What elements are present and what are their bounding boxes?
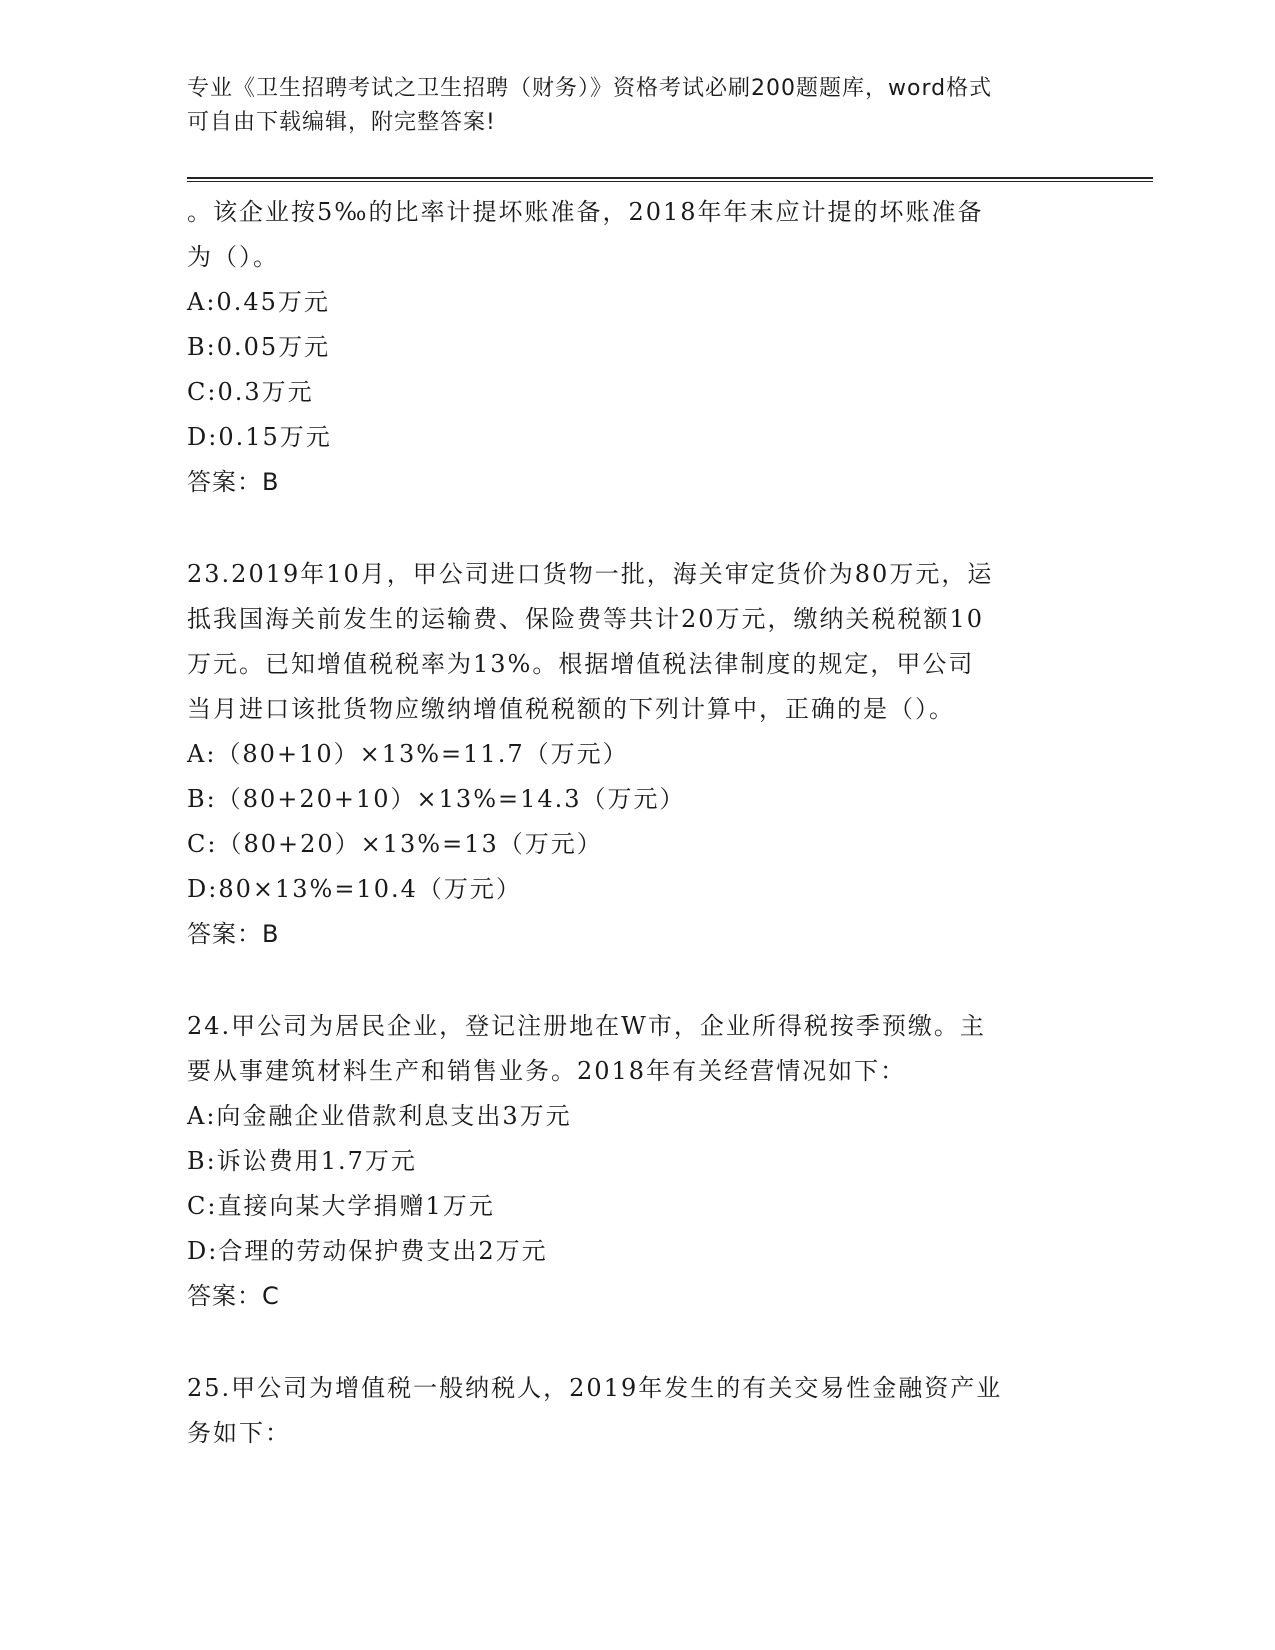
question-block [187,190,1087,505]
question-stem-line: 25.甲公司为增值税一般纳税人，2019年发生的有关交易性金融资产业 [187,1374,1003,1402]
answer-line: 答案：B [187,920,280,948]
header-divider [187,177,1153,182]
answer-line: 答案：C [187,1282,280,1310]
option-c: C:（80+20）×13%=13（万元） [187,830,603,858]
question-block [187,1004,1087,1319]
option-c: C:直接向某大学捐赠1万元 [187,1192,495,1220]
question-stem-line: 。该企业按5‰的比率计提坏账准备，2018年年末应计提的坏账准备 [187,198,984,226]
question-block [187,1366,1087,1456]
option-d: D:80×13%=10.4（万元） [187,875,522,903]
option-d: D:0.15万元 [187,423,332,451]
option-b: B:0.05万元 [187,333,331,361]
option-c: C:0.3万元 [187,378,314,406]
option-b: B:（80+20+10）×13%=14.3（万元） [187,785,686,813]
answer-line: 答案：B [187,468,280,496]
option-a: A:向金融企业借款利息支出3万元 [187,1102,572,1130]
question-stem-line: 抵我国海关前发生的运输费、保险费等共计20万元，缴纳关税税额10 [187,605,985,633]
question-stem-line: 要从事建筑材料生产和销售业务。2018年有关经营情况如下： [187,1057,907,1085]
question-stem-line: 万元。已知增值税税率为13%。根据增值税法律制度的规定，甲公司 [187,650,975,678]
question-stem-line: 23.2019年10月，甲公司进口货物一批，海关审定货价为80万元，运 [187,560,994,588]
option-a: A:（80+10）×13%=11.7（万元） [187,740,629,768]
question-stem-line: 当月进口该批货物应缴纳增值税税额的下列计算中，正确的是（）。 [187,695,955,723]
question-stem-line: 24.甲公司为居民企业，登记注册地在W市，企业所得税按季预缴。主 [187,1012,986,1040]
document-header [187,72,1087,140]
header-title-line-1: 专业《卫生招聘考试之卫生招聘（财务）》资格考试必刷200题题库，word格式 [187,76,993,101]
question-block [187,552,1087,957]
question-stem-line: 为（）。 [187,243,279,271]
option-d: D:合理的劳动保护费支出2万元 [187,1237,548,1265]
option-b: B:诉讼费用1.7万元 [187,1147,417,1175]
question-stem-line: 务如下： [187,1419,291,1447]
option-a: A:0.45万元 [187,288,330,316]
header-title-line-2: 可自由下载编辑，附完整答案! [187,110,496,135]
question-list [187,190,1087,1456]
